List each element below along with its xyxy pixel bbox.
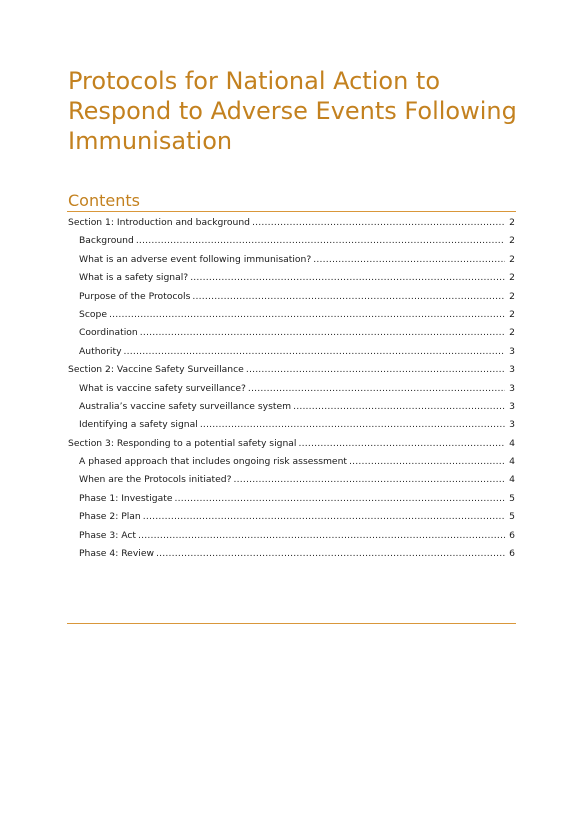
toc-page-number: 2 <box>509 253 515 265</box>
toc-entry-label: Background <box>79 235 134 247</box>
toc-dot-leader <box>246 361 505 379</box>
toc-entry-label: What is an adverse event following immunisation? <box>79 253 312 265</box>
toc-page-number: 3 <box>509 382 515 394</box>
toc-entry[interactable] <box>68 471 515 489</box>
toc-dot-leader <box>234 471 506 489</box>
toc-entry-label: Section 2: Vaccine Safety Surveillance <box>68 364 244 376</box>
toc-entry-label: Authority <box>79 345 122 357</box>
toc-dot-leader <box>109 306 505 324</box>
toc-dot-leader <box>299 435 506 453</box>
toc-page-number: 4 <box>509 437 515 449</box>
footer-divider <box>67 623 516 624</box>
toc-page-number: 2 <box>509 235 515 247</box>
toc-entry-label: Coordination <box>79 327 138 339</box>
toc-entry-label: Purpose of the Protocols <box>79 290 191 302</box>
toc-entry[interactable] <box>68 490 515 508</box>
toc-page-number: 2 <box>509 290 515 302</box>
toc-entry-label: When are the Protocols initiated? <box>79 474 232 486</box>
toc-entry[interactable] <box>68 416 515 434</box>
table-of-contents <box>68 214 515 563</box>
toc-entry-label: A phased approach that includes ongoing risk assessment <box>79 456 348 468</box>
toc-dot-leader <box>143 508 505 526</box>
toc-page-number: 3 <box>509 400 515 412</box>
toc-entry-label: Phase 3: Act <box>79 529 136 541</box>
toc-page-number: 5 <box>509 511 515 523</box>
toc-entry[interactable] <box>68 324 515 342</box>
toc-entry-label: Australia’s vaccine safety surveillance system <box>79 400 292 412</box>
toc-entry[interactable] <box>68 232 515 250</box>
toc-page-number: 2 <box>509 217 515 228</box>
document-title: Protocols for National Action to Respond to Adverse Events Following Immunisation <box>68 67 517 155</box>
toc-entry-label: Phase 4: Review <box>79 548 154 560</box>
toc-entry[interactable] <box>68 508 515 526</box>
toc-dot-leader <box>248 380 505 398</box>
toc-dot-leader <box>192 288 505 306</box>
toc-entry[interactable] <box>68 527 515 545</box>
toc-page-number: 6 <box>509 548 515 560</box>
toc-entry[interactable] <box>68 398 515 416</box>
toc-page-number: 3 <box>509 364 515 376</box>
toc-entry[interactable] <box>68 251 515 269</box>
toc-dot-leader <box>175 490 506 508</box>
toc-dot-leader <box>190 269 505 287</box>
toc-entry-label: What is a safety signal? <box>79 272 189 284</box>
toc-entry[interactable] <box>68 453 515 471</box>
toc-entry[interactable] <box>68 435 515 453</box>
toc-dot-leader <box>156 545 505 563</box>
toc-entry-label: Section 1: Introduction and background <box>68 217 251 228</box>
toc-dot-leader <box>200 416 505 434</box>
toc-page-number: 2 <box>509 327 515 339</box>
toc-dot-leader <box>140 324 505 342</box>
toc-page-number: 3 <box>509 419 515 431</box>
contents-heading: Contents <box>68 191 140 210</box>
toc-entry[interactable] <box>68 214 515 232</box>
toc-page-number: 3 <box>509 345 515 357</box>
toc-dot-leader <box>349 453 505 471</box>
toc-entry[interactable] <box>68 288 515 306</box>
toc-dot-leader <box>136 232 505 250</box>
toc-page-number: 2 <box>509 308 515 320</box>
toc-entry[interactable] <box>68 269 515 287</box>
toc-entry-label: Identifying a safety signal <box>79 419 198 431</box>
toc-page-number: 4 <box>509 456 515 468</box>
toc-entry-label: Phase 2: Plan <box>79 511 141 523</box>
toc-entry[interactable] <box>68 380 515 398</box>
toc-dot-leader <box>138 527 505 545</box>
toc-entry-label: What is vaccine safety surveillance? <box>79 382 246 394</box>
toc-page-number: 6 <box>509 529 515 541</box>
toc-page-number: 5 <box>509 492 515 504</box>
contents-divider <box>67 211 516 212</box>
toc-entry-label: Section 3: Responding to a potential safety signal <box>68 437 297 449</box>
toc-dot-leader <box>293 398 505 416</box>
toc-entry-label: Phase 1: Investigate <box>79 492 173 504</box>
toc-dot-leader <box>313 251 505 269</box>
toc-entry[interactable] <box>68 361 515 379</box>
toc-page-number: 4 <box>509 474 515 486</box>
toc-dot-leader <box>252 214 505 232</box>
toc-page-number: 2 <box>509 272 515 284</box>
toc-entry[interactable] <box>68 545 515 563</box>
toc-entry[interactable] <box>68 306 515 324</box>
toc-dot-leader <box>124 343 505 361</box>
toc-entry-label: Scope <box>79 308 107 320</box>
toc-entry[interactable] <box>68 343 515 361</box>
